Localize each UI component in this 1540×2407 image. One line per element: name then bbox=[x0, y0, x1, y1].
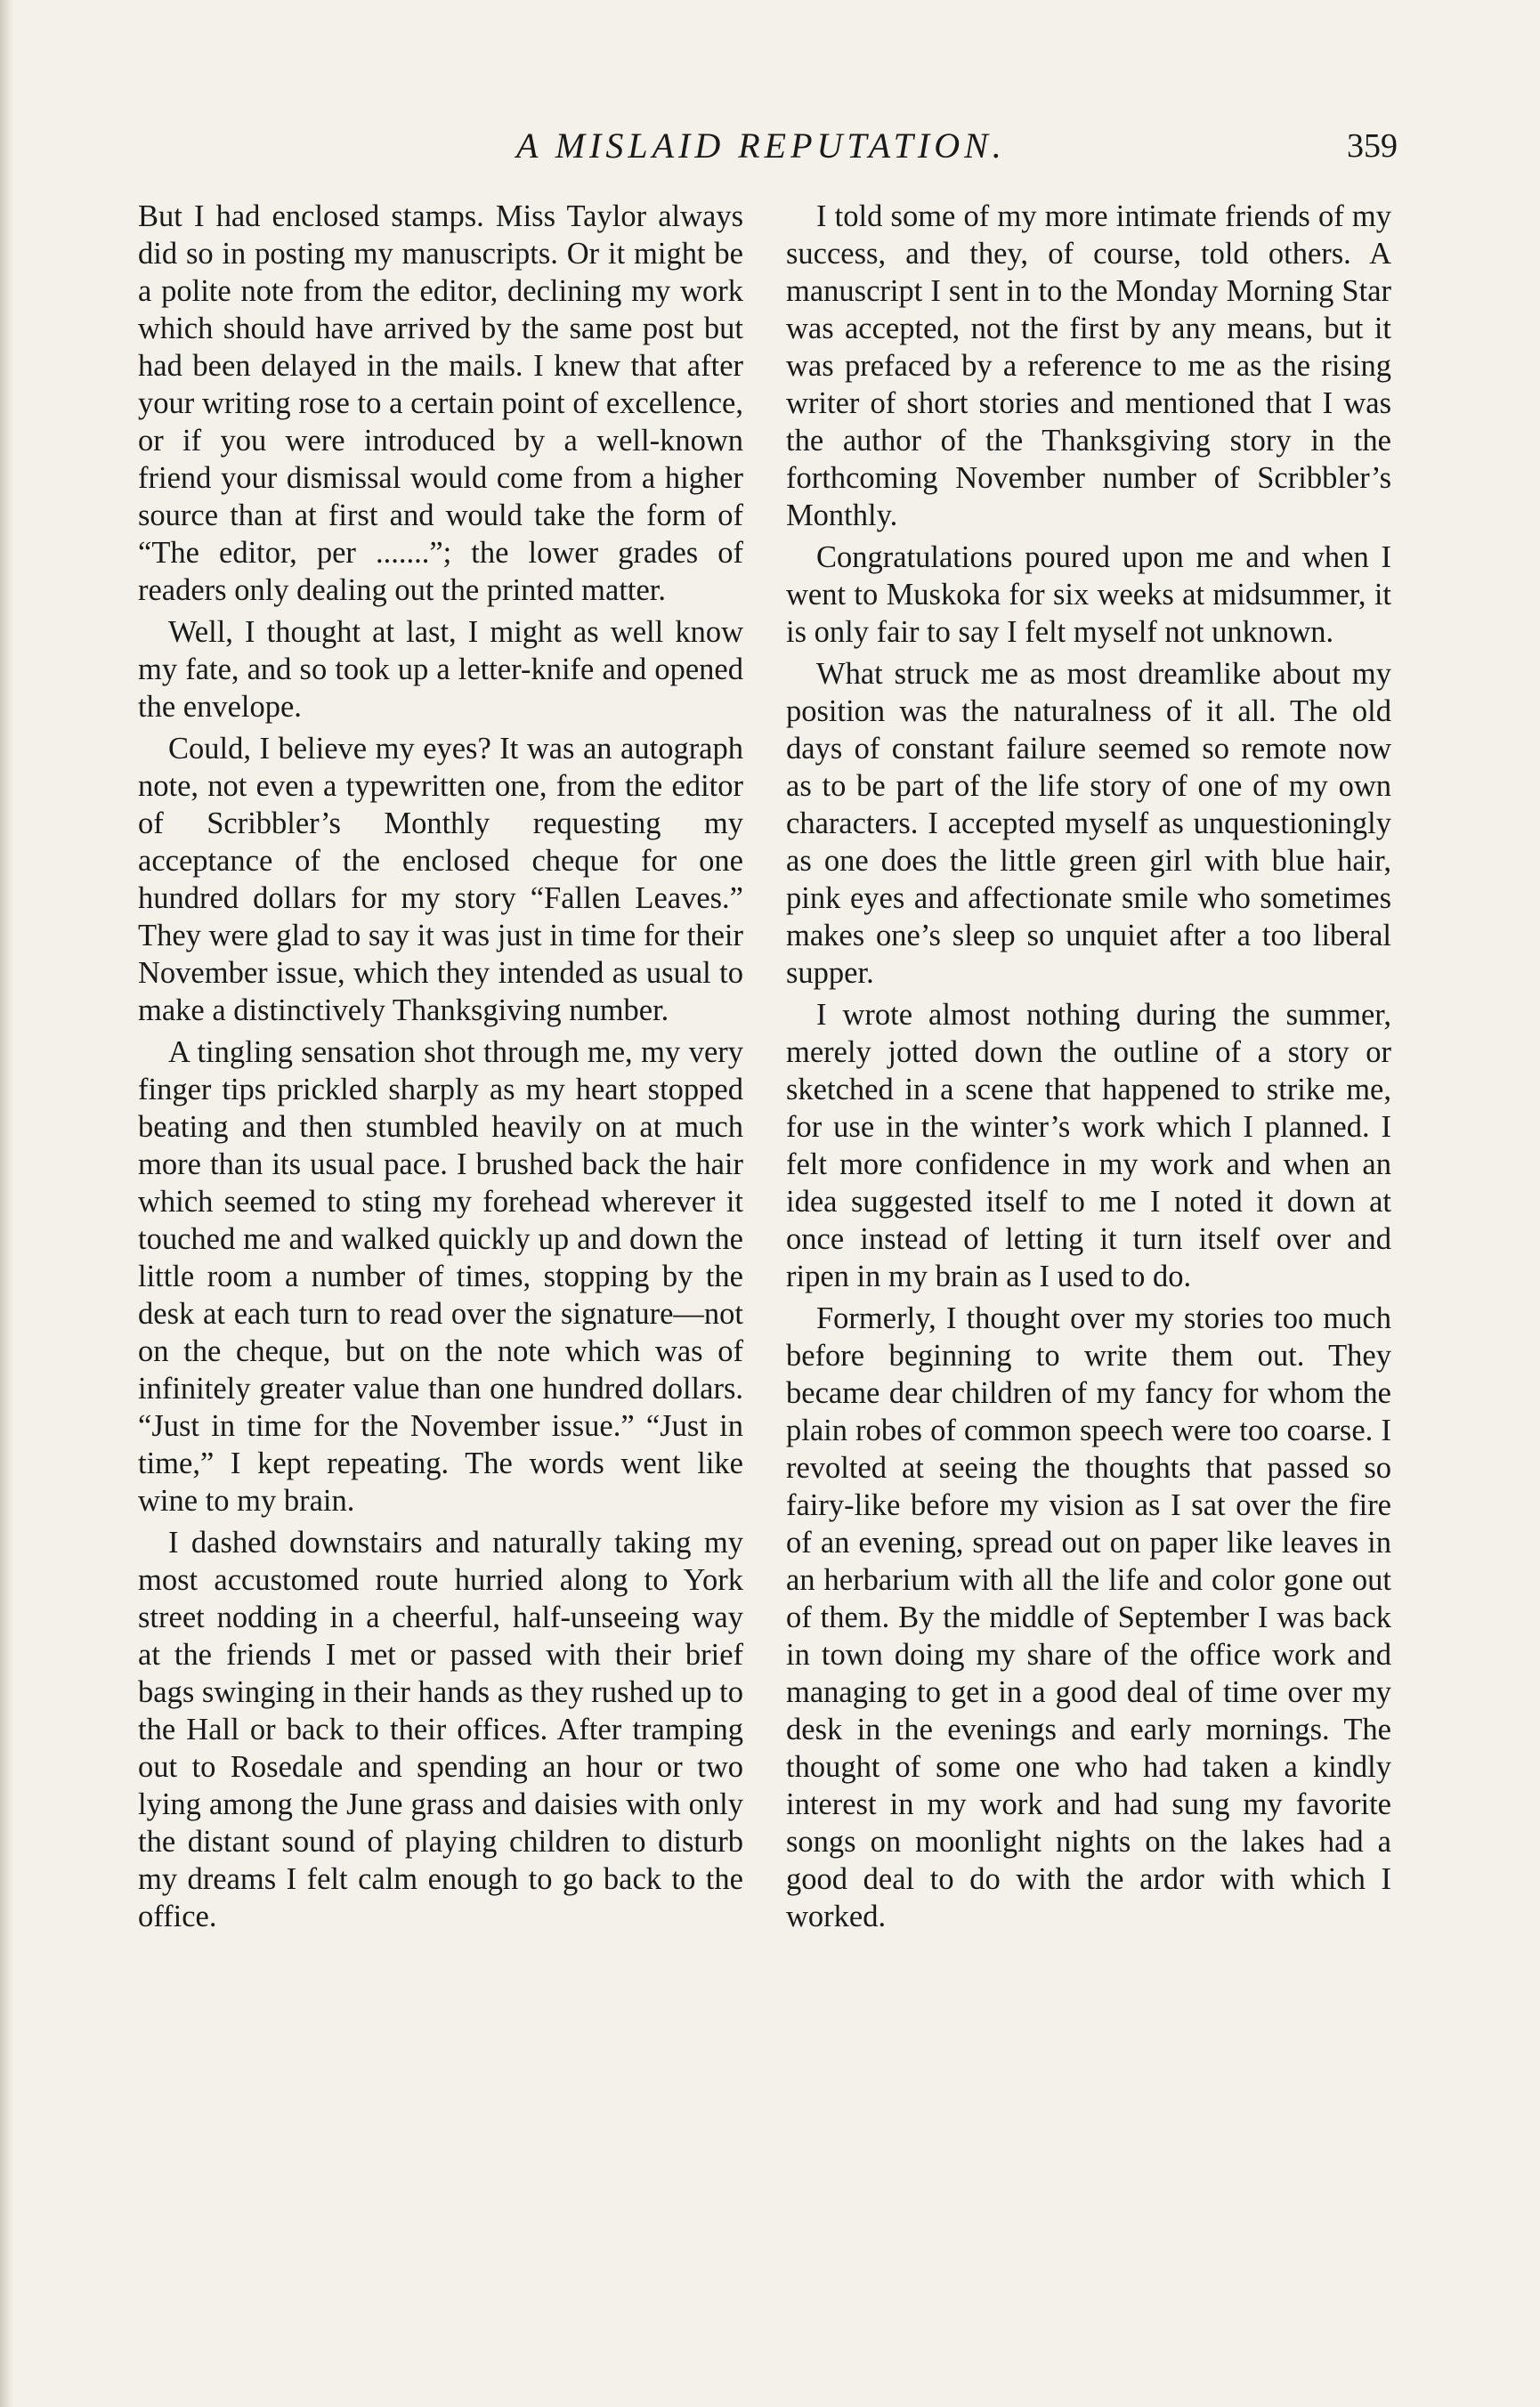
running-title: A MISLAID REPUTATION. bbox=[516, 126, 1006, 166]
left-column bbox=[138, 198, 743, 1940]
paragraph: But I had enclosed stamps. Miss Taylor always did so in posting my manuscripts. Or it might be a polite note from the editor, declining my work which should have arrived by the same post but had been delayed in the mails. I knew that after your writing rose to a certain point of excellence, or if you were introduced by a well-known friend your dismissal would come from a higher source than at first and would take the form of “The editor, per .......”; the lower grades of readers only dealing out the printed matter. bbox=[138, 199, 743, 607]
paragraph: A tingling sensation shot through me, my very finger tips prickled sharply as my heart stopped beating and then stumbled heavily on at much more than its usual pace. I brushed back the hair which seemed to sting my forehead wherever it touched me and walked quickly up and down the little room a number of times, stopping by the desk at each turn to read over the signature—not on the cheque, but on the note which was of infinitely greater value than one hundred dollars. “Just in time for the November issue.” “Just in time,” I kept repeating. The words went like wine to my brain. bbox=[138, 1035, 743, 1518]
paragraph: Congratulations poured upon me and when I went to Muskoka for six weeks at midsummer, it is only fair to say I felt myself not unknown. bbox=[786, 540, 1391, 649]
page-header bbox=[142, 125, 1398, 178]
paragraph: What struck me as most dreamlike about my position was the naturalness of it all. The old days of constant failure seemed so remote now as to be part of the life story of one of my own characters. I accepted myself as unquestioningly as one does the little green girl with blue hair, pink eyes and affectionate smile who sometimes makes one’s sleep so unquiet after a too liberal supper. bbox=[786, 657, 1391, 990]
paragraph: I told some of my more intimate friends of my success, and they, of course, told others. A manuscript I sent in to the Monday Morning Star was accepted, not the first by any means, but it was prefaced by a reference to me as the rising writer of short stories and mentioned that I was the author of the Thanksgiving story in the forthcoming November number of Scribbler’s Monthly. bbox=[786, 199, 1391, 532]
paragraph: Could, I believe my eyes? It was an autograph note, not even a typewritten one, from the editor of Scribbler’s Monthly requesting my acceptance of the enclosed cheque for one hundred dollars for my story “Fallen Leaves.” They were glad to say it was just in time for their November issue, which they intended as usual to make a distinctively Thanksgiving number. bbox=[138, 732, 743, 1027]
paragraph: Formerly, I thought over my stories too much before beginning to write them out. They became dear children of my fancy for whom the plain robes of common speech were too coarse. I revolted at seeing the thoughts that passed so fairy-like before my vision as I sat over the fire of an evening, spread out on paper like leaves in an herbarium with all the life and color gone out of them. By the middle of September I was back in town doing my share of the office work and managing to get in a good deal of time over my desk in the evenings and early mornings. The thought of some one who had taken a kindly interest in my work and had sung my favorite songs on moonlight nights on the lakes had a good deal to do with the ardor with which I worked. bbox=[786, 1301, 1391, 1933]
paragraph: Well, I thought at last, I might as well know my fate, and so took up a letter-knife and opened the envelope. bbox=[138, 615, 743, 724]
paragraph: I dashed downstairs and naturally taking my most accustomed route hurried along to York street nodding in a cheerful, half-unseeing way at the friends I met or passed with their brief bags swinging in their hands as they rushed up to the Hall or back to their offices. After tramping out to Rosedale and spending an hour or two lying among the June grass and daisies with only the distant sound of playing children to disturb my dreams I felt calm enough to go back to the office. bbox=[138, 1526, 743, 1933]
page-number: 359 bbox=[1347, 127, 1398, 165]
paragraph: I wrote almost nothing during the summer, merely jotted down the outline of a story or sketched in a scene that happened to strike me, for use in the winter’s work which I planned. I felt more confidence in my work and when an idea suggested itself to me I noted it down at once instead of letting it turn itself over and ripen in my brain as I used to do. bbox=[786, 998, 1391, 1293]
right-column bbox=[786, 198, 1391, 1940]
page-edge bbox=[0, 0, 14, 2407]
